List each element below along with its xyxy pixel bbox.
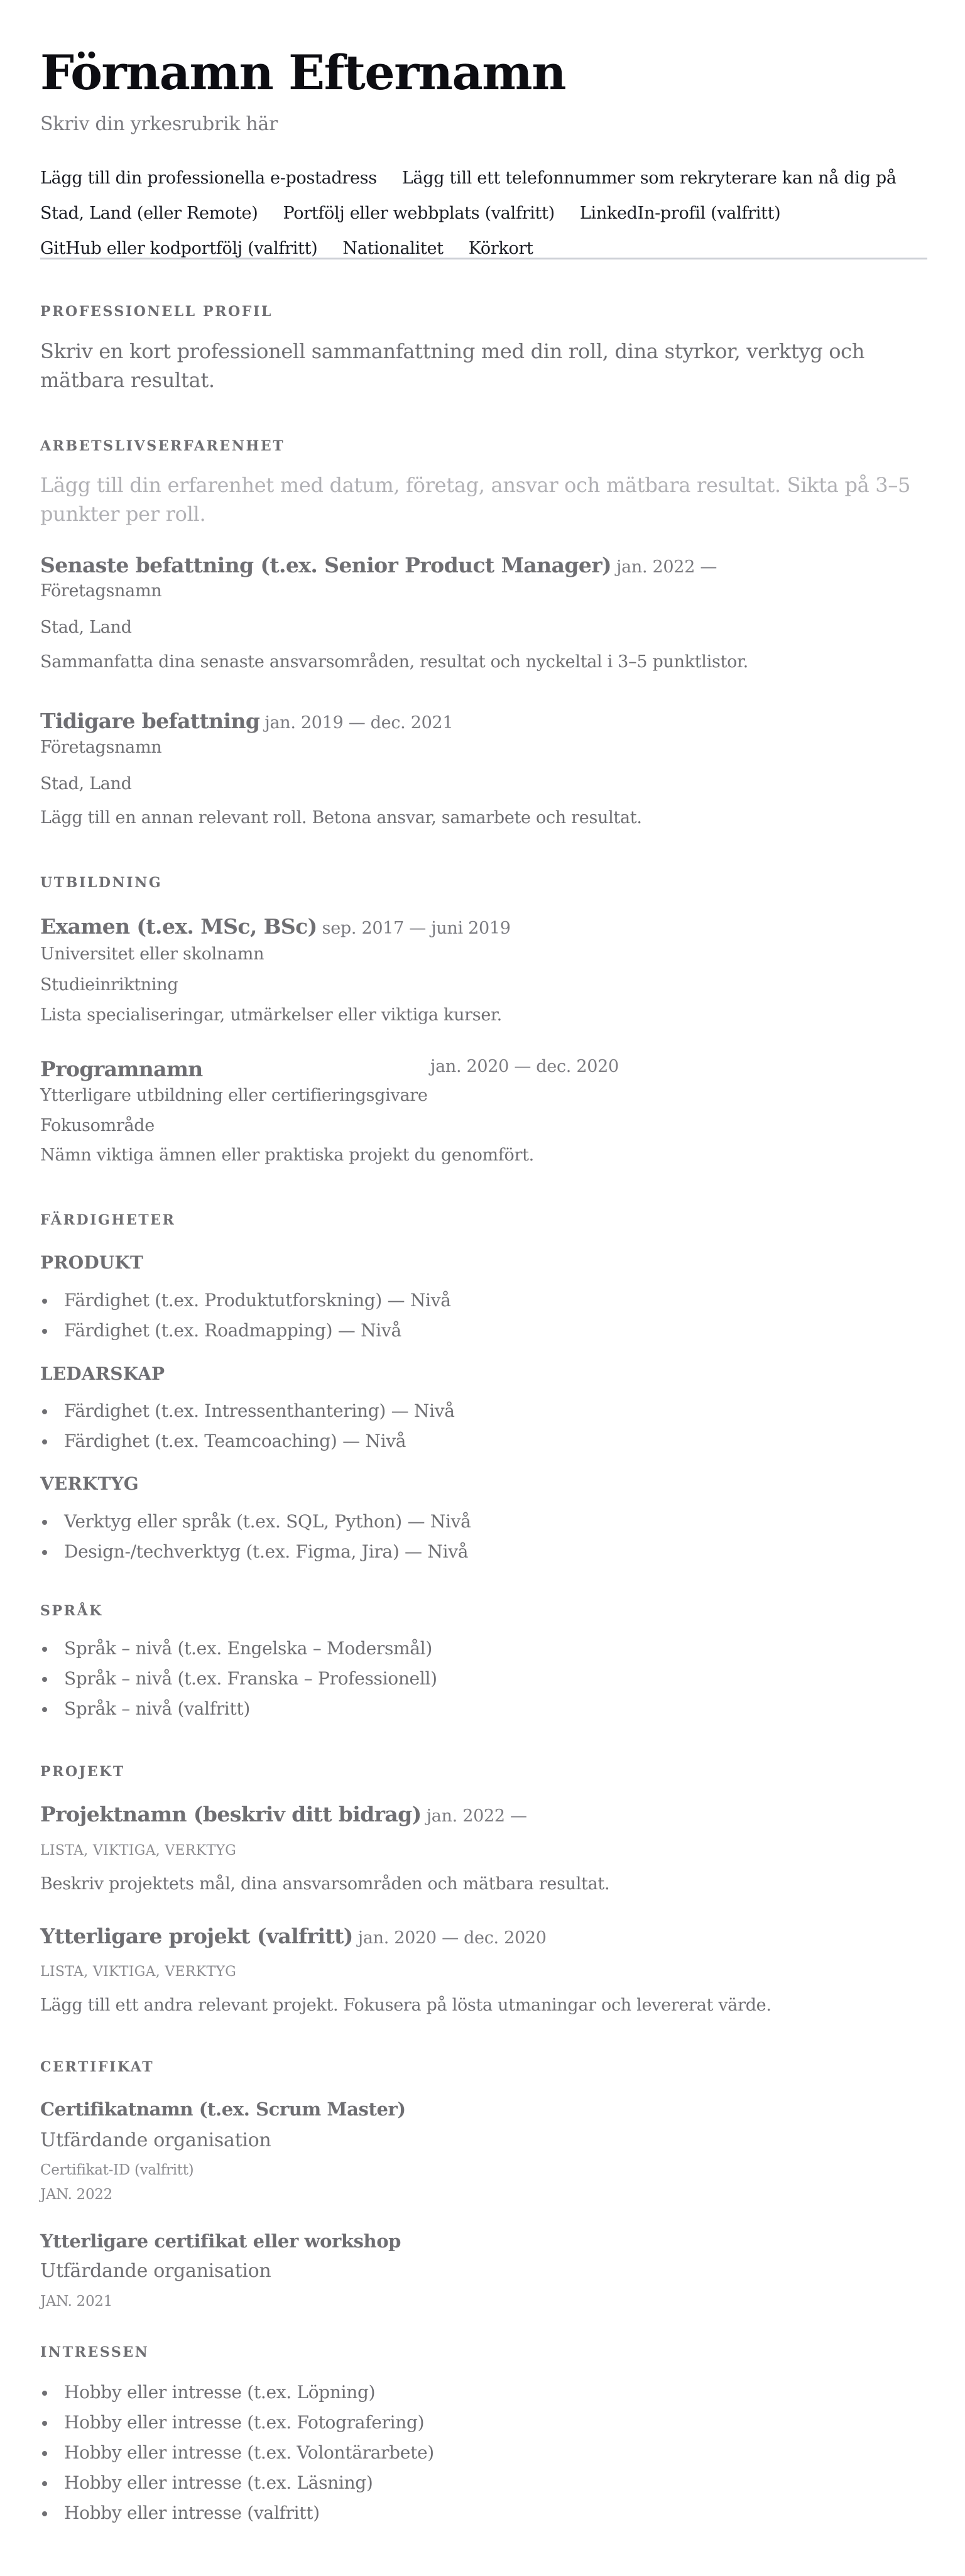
bullet-icon — [42, 1550, 47, 1555]
section-title-interests: INTRESSEN — [40, 2344, 150, 2360]
list-item — [40, 1694, 437, 1724]
bullet-icon — [42, 1299, 47, 1304]
candidate-name: Förnamn Efternamn — [40, 45, 565, 101]
education-item-dates-wrap — [430, 1057, 619, 1076]
contact-email[interactable]: Lägg till din professionella e-postadress — [40, 168, 377, 188]
certificate-issuer: Utfärdande organisation — [40, 2129, 271, 2151]
project-item-header — [40, 1924, 547, 1948]
bullet-icon — [42, 1520, 47, 1525]
experience-role: Tidigare befattning — [40, 709, 260, 733]
contact-linkedin[interactable]: LinkedIn-profil (valfritt) — [579, 203, 781, 223]
section-title-experience: ARBETSLIVSERFARENHET — [40, 438, 285, 454]
certificate-date: JAN. 2021 — [40, 2293, 112, 2310]
education-field: Studieinriktning — [40, 975, 178, 995]
contact-location: Stad, Land (eller Remote) — [40, 203, 258, 223]
education-school: Ytterligare utbildning eller certifieringsgivare — [40, 1086, 428, 1105]
contact-info — [40, 160, 927, 266]
bullet-icon — [42, 2511, 47, 2516]
bullet-icon — [42, 2391, 47, 2396]
project-description: Beskriv projektets mål, dina ansvarsområden och mätbara resultat. — [40, 1874, 610, 1894]
bullet-icon — [42, 1677, 47, 1682]
skill-group-title: LEDARSKAP — [40, 1363, 165, 1384]
education-item-header — [40, 1057, 203, 1081]
section-title-certificates: CERTIFIKAT — [40, 2059, 155, 2075]
bullet-icon — [42, 2481, 47, 2486]
skill-group-title: VERKTYG — [40, 1473, 139, 1494]
education-notes: Lista specialiseringar, utmärkelser eller viktiga kurser. — [40, 1005, 502, 1025]
project-dates: jan. 2022 — — [426, 1806, 527, 1826]
language-list — [40, 1634, 437, 1724]
contact-phone[interactable]: Lägg till ett telefonnummer som rekryterare kan nå dig på — [401, 168, 897, 188]
education-school: Universitet eller skolnamn — [40, 944, 264, 964]
experience-summary: Sammanfatta dina senaste ansvarsområden, resultat och nyckeltal i 3–5 punktlistor. — [40, 652, 748, 672]
list-item — [40, 1507, 471, 1537]
interest-text: Hobby eller intresse (valfritt) — [64, 2502, 320, 2523]
bullet-icon — [42, 1707, 47, 1712]
skill-list — [40, 1396, 455, 1456]
experience-dates: jan. 2019 — dec. 2021 — [264, 713, 454, 733]
bullet-icon — [42, 2451, 47, 2456]
list-item — [40, 2377, 434, 2408]
experience-item-header — [40, 709, 453, 733]
list-item — [40, 1396, 455, 1426]
certificate-date: JAN. 2022 — [40, 2186, 112, 2203]
certificate-name: Ytterligare certifikat eller workshop — [40, 2230, 401, 2252]
language-text: Språk – nivå (t.ex. Engelska – Modersmål) — [64, 1638, 432, 1659]
education-dates: jan. 2020 — dec. 2020 — [430, 1057, 619, 1076]
list-item — [40, 2408, 434, 2438]
job-headline: Skriv din yrkesrubrik här — [40, 113, 278, 135]
certificate-name: Certifikatnamn (t.ex. Scrum Master) — [40, 2098, 406, 2120]
skill-text: Färdighet (t.ex. Produktutforskning) — Nivå — [64, 1290, 451, 1311]
skill-list — [40, 1507, 471, 1567]
list-item — [40, 1664, 437, 1694]
education-dates: sep. 2017 — juni 2019 — [322, 919, 511, 938]
interest-text: Hobby eller intresse (t.ex. Löpning) — [64, 2382, 376, 2403]
contact-row — [40, 195, 927, 231]
certificate-id: Certifikat-ID (valfritt) — [40, 2162, 194, 2178]
project-name: Ytterligare projekt (valfritt) — [40, 1924, 353, 1948]
contact-nationality: Nationalitet — [342, 238, 444, 258]
list-item — [40, 1426, 455, 1456]
interest-text: Hobby eller intresse (t.ex. Fotografering) — [64, 2412, 425, 2433]
bullet-icon — [42, 1329, 47, 1334]
contact-license: Körkort — [468, 238, 533, 258]
interest-text: Hobby eller intresse (t.ex. Läsning) — [64, 2472, 373, 2493]
skill-text: Färdighet (t.ex. Roadmapping) — Nivå — [64, 1320, 401, 1341]
skill-text: Färdighet (t.ex. Intressenthantering) — Nivå — [64, 1400, 455, 1421]
project-item-header — [40, 1802, 527, 1826]
skill-text: Design-/techverktyg (t.ex. Figma, Jira) — Nivå — [64, 1541, 469, 1562]
bullet-icon — [42, 1647, 47, 1652]
interest-text: Hobby eller intresse (t.ex. Volontärarbete) — [64, 2442, 434, 2463]
header-divider — [40, 258, 927, 259]
list-item — [40, 2498, 434, 2528]
education-item-header — [40, 914, 511, 939]
list-item — [40, 2438, 434, 2468]
experience-summary: Lägg till en annan relevant roll. Betona ansvar, samarbete och resultat. — [40, 808, 642, 827]
list-item — [40, 1316, 451, 1346]
contact-website[interactable]: Portfölj eller webbplats (valfritt) — [283, 203, 555, 223]
experience-role: Senaste befattning (t.ex. Senior Product Manager) — [40, 553, 612, 577]
contact-row — [40, 160, 927, 195]
section-title-education: UTBILDNING — [40, 875, 163, 891]
certificate-issuer: Utfärdande organisation — [40, 2260, 271, 2282]
list-item — [40, 1285, 451, 1316]
project-tags: LISTA, VIKTIGA, VERKTYG — [40, 1843, 237, 1858]
experience-hint: Lägg till din erfarenhet med datum, företag, ansvar och mätbara resultat. Sikta på 3–5 punkter per roll. — [40, 473, 911, 526]
skill-text: Verktyg eller språk (t.ex. SQL, Python) — Nivå — [64, 1511, 471, 1532]
experience-company: Företagsnamn — [40, 581, 162, 601]
experience-location: Stad, Land — [40, 618, 132, 637]
section-title-languages: SPRÅK — [40, 1603, 103, 1619]
section-title-skills: FÄRDIGHETER — [40, 1212, 176, 1228]
bullet-icon — [42, 2421, 47, 2426]
experience-company: Företagsnamn — [40, 738, 162, 757]
education-notes: Nämn viktiga ämnen eller praktiska projekt du genomfört. — [40, 1145, 534, 1165]
bullet-icon — [42, 1439, 47, 1444]
list-item — [40, 2468, 434, 2498]
project-tags: LISTA, VIKTIGA, VERKTYG — [40, 1964, 237, 1980]
skill-text: Färdighet (t.ex. Teamcoaching) — Nivå — [64, 1431, 406, 1451]
education-field: Fokusområde — [40, 1116, 155, 1135]
section-title-profile: PROFESSIONELL PROFIL — [40, 303, 273, 320]
interest-list — [40, 2377, 434, 2528]
language-text: Språk – nivå (t.ex. Franska – Professionell) — [64, 1668, 437, 1689]
list-item — [40, 1634, 437, 1664]
skill-group-title: PRODUKT — [40, 1252, 143, 1273]
project-dates: jan. 2020 — dec. 2020 — [357, 1928, 547, 1948]
project-name: Projektnamn (beskriv ditt bidrag) — [40, 1802, 422, 1826]
profile-summary: Skriv en kort professionell sammanfattning med din roll, dina styrkor, verktyg och mätbara resultat. — [40, 339, 865, 392]
education-degree: Programnamn — [40, 1057, 203, 1081]
experience-dates: jan. 2022 — — [616, 557, 717, 577]
education-degree: Examen (t.ex. MSc, BSc) — [40, 914, 317, 939]
contact-row — [40, 231, 927, 266]
language-text: Språk – nivå (valfritt) — [64, 1698, 250, 1719]
experience-item-header — [40, 553, 717, 577]
skill-list — [40, 1285, 451, 1346]
experience-location: Stad, Land — [40, 774, 132, 794]
section-title-projects: PROJEKT — [40, 1764, 125, 1780]
project-description: Lägg till ett andra relevant projekt. Fokusera på lösta utmaningar och levererat värde. — [40, 1995, 771, 2015]
list-item — [40, 1537, 471, 1567]
bullet-icon — [42, 1409, 47, 1414]
contact-github[interactable]: GitHub eller kodportfölj (valfritt) — [40, 238, 318, 258]
